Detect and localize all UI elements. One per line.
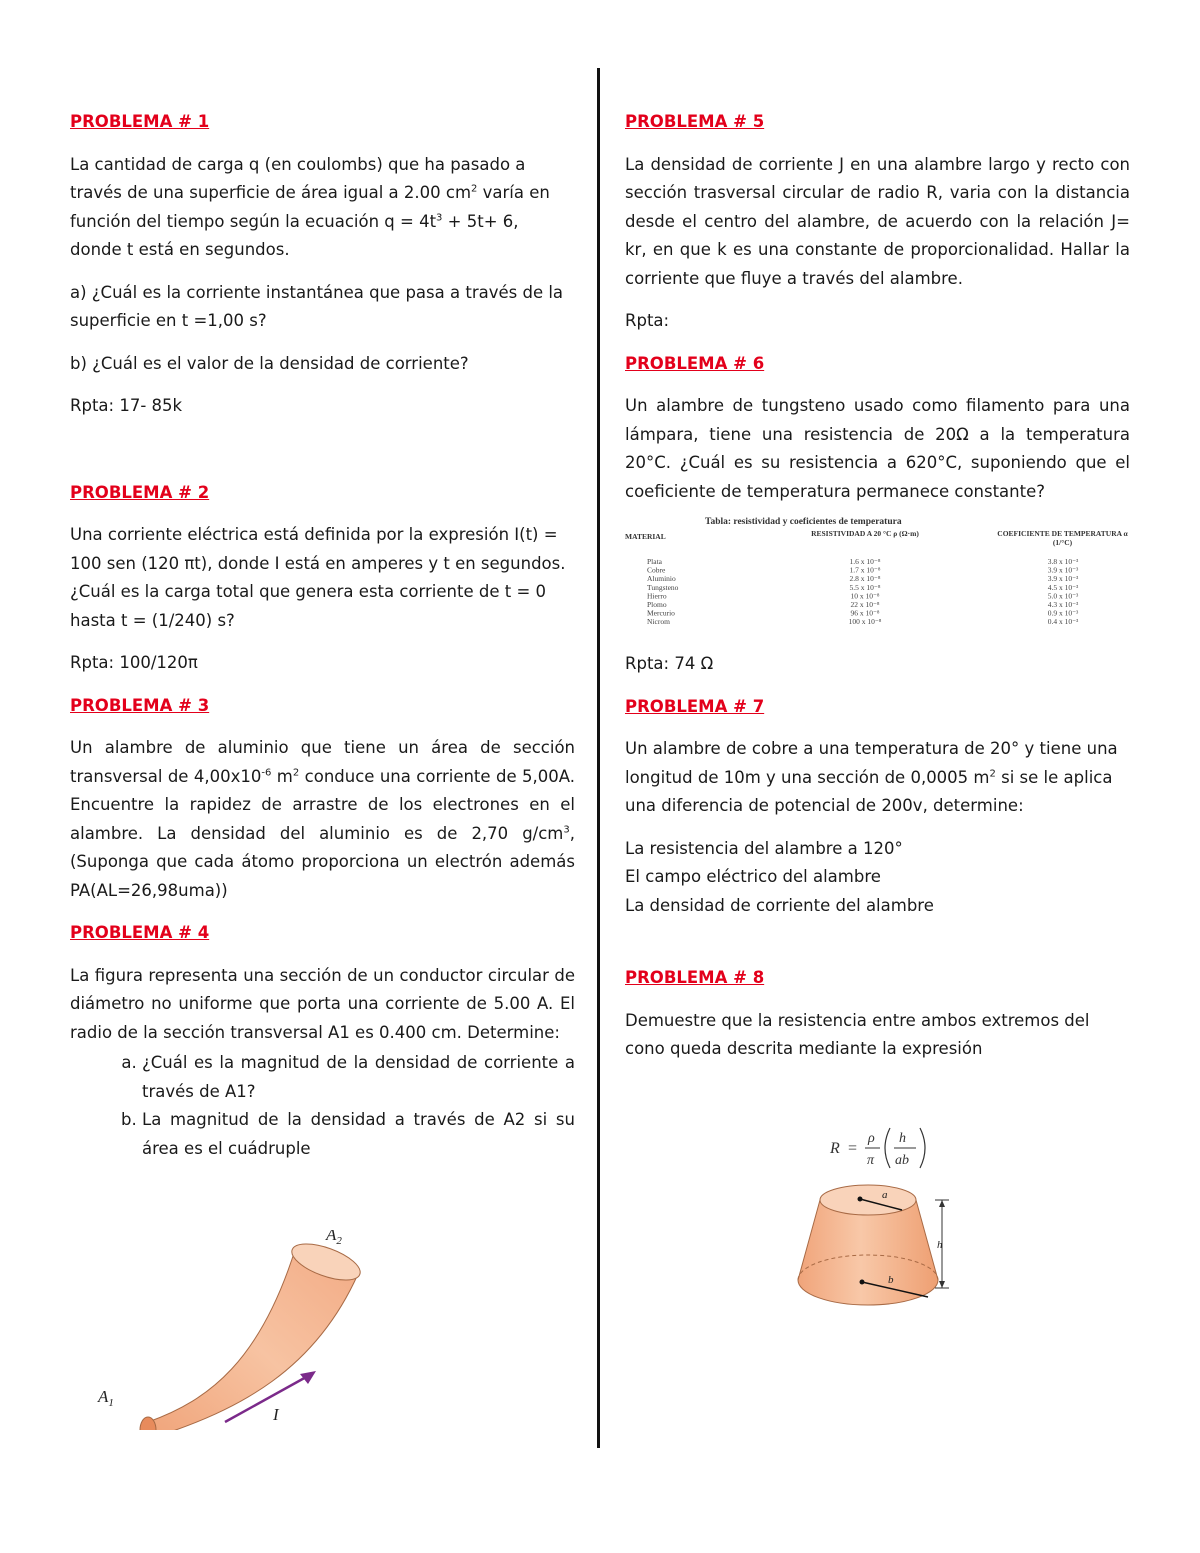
problem-7-sup: 2	[989, 768, 996, 779]
table-cell: 1.6 x 10⁻⁸	[849, 557, 881, 566]
table-cell: Cobre	[647, 565, 666, 575]
label-h: h	[937, 1239, 943, 1251]
table-header-material: MATERIAL	[625, 532, 666, 541]
problem-3-text-a: Un alambre de aluminio que tiene un área de sección transversal de 4,00x10	[70, 738, 575, 786]
table-cell: Plomo	[647, 600, 667, 609]
problem-4-list	[70, 1049, 575, 1163]
problem-5-answer: Rpta:	[625, 311, 670, 330]
problem-7-line-1: La resistencia del alambre a 120°	[625, 838, 903, 858]
label-b: b	[888, 1274, 894, 1286]
formula-h: h	[899, 1131, 906, 1146]
table-cell: 0.9 x 10⁻³	[1047, 608, 1079, 618]
problem-1-text-b: varía en función del tiempo según la ecuación q = 4t	[70, 183, 550, 231]
problem-4-item-b: b. La magnitud de la densidad a través de A2 si su área es el cuádruple	[142, 1106, 575, 1163]
table-cell: 4.3 x 10⁻³	[1047, 600, 1079, 609]
table-rows	[647, 557, 1079, 626]
table-header-resistivity: RESISTIVIDAD A 20 °C ρ (Ω·m)	[811, 529, 919, 538]
table-cell: 3.8 x 10⁻³	[1047, 557, 1079, 566]
problem-3-text	[70, 734, 575, 905]
problem-8-text: Demuestre que la resistencia entre ambos extremos del cono queda descrita mediante la expresión	[625, 1010, 1090, 1058]
table-cell: 3.9 x 10⁻³	[1047, 565, 1079, 575]
formula-pi: π	[867, 1153, 875, 1168]
problem-4-title: PROBLEMA # 4	[70, 923, 210, 942]
problem-7-text	[625, 735, 1130, 821]
label-a: a	[882, 1189, 888, 1201]
label-a1: $A_1$	[98, 1387, 114, 1409]
a1-end	[140, 1417, 156, 1430]
formula-rho: ρ	[868, 1131, 875, 1146]
resistance-formula	[828, 1124, 938, 1174]
problem-1-text-c: + 5t+ 6, donde t está en segundos.	[70, 211, 519, 259]
table-cell: Mercurio	[647, 608, 675, 618]
table-cell: 2.8 x 10⁻⁸	[849, 574, 881, 584]
problem-7-list	[625, 835, 1130, 921]
formula-ab: ab	[895, 1153, 909, 1168]
problem-2-answer: Rpta: 100/120π	[70, 653, 198, 672]
formula-r: R	[830, 1140, 840, 1157]
label-i: I	[273, 1405, 279, 1424]
table-caption: Tabla: resistividad y coeficientes de temperatura	[705, 517, 902, 527]
problem-5-title: PROBLEMA # 5	[625, 112, 765, 131]
resistivity-table-svg	[625, 512, 1130, 632]
table-cell: 4.5 x 10⁻³	[1047, 582, 1079, 592]
resistivity-table	[625, 512, 1130, 632]
table-cell: 22 x 10⁻⁸	[850, 600, 880, 609]
table-cell: 100 x 10⁻⁸	[848, 617, 882, 627]
curved-conductor-figure	[90, 1230, 390, 1430]
problem-7-line-3: La densidad de corriente del alambre	[625, 895, 934, 915]
problem-1-text	[70, 151, 575, 265]
problem-2-text: Una corriente eléctrica está definida por la expresión I(t) = 100 sen (120 πt), donde I está en amperes y t en segundos. ¿Cuál es la carga total que genera esta corriente de t = 0 hasta t = (1/240) s?	[70, 525, 566, 630]
problem-1-answer: Rpta: 17- 85k	[70, 396, 183, 415]
problem-1-question-b: b) ¿Cuál es el valor de la densidad de corriente?	[70, 353, 469, 373]
table-cell: 3.9 x 10⁻³	[1047, 574, 1079, 584]
column-divider	[597, 68, 600, 1448]
table-cell: Plata	[647, 557, 662, 566]
cone-body	[798, 1200, 938, 1305]
problem-3-text-c: conduce una corriente de 5,00A. Encuentre la rapidez de arrastre de los electrones en el alambre. La densidad del aluminio es de 2,70 g/cm	[70, 766, 575, 843]
table-cell: 5.5 x 10⁻⁸	[849, 582, 881, 592]
table-cell: 0.4 x 10⁻³	[1047, 617, 1079, 627]
formula-paren-left	[885, 1128, 890, 1168]
problem-1-title: PROBLEMA # 1	[70, 112, 210, 131]
problem-1-question-a: a) ¿Cuál es la corriente instantánea que pasa a través de la superficie en t =1,00 s?	[70, 282, 564, 330]
right-column	[625, 108, 1130, 1078]
table-header-coefficient-wrap	[995, 529, 1130, 559]
table-cell: Aluminio	[647, 574, 676, 584]
problem-1-sup: 2	[471, 183, 478, 195]
table-cell: Tungsteno	[647, 582, 679, 592]
problem-3-sup2: 2	[292, 767, 300, 778]
problem-7-text-a: Un alambre de cobre a una temperatura de 20° y tiene una longitud de 10m y una sección de 0,0005 m	[625, 739, 1118, 787]
problem-6-title: PROBLEMA # 6	[625, 353, 765, 373]
formula-eq: =	[848, 1140, 858, 1157]
problem-6-text: Un alambre de tungsteno usado como filamento para una lámpara, tiene una resistencia de 20Ω a la temperatura 20°C. ¿Cuál es su resistencia a 620°C, suponiendo que el coeficiente de temperatura permanece constante?	[625, 396, 1130, 501]
problem-4-item-a: a. ¿Cuál es la magnitud de la densidad de corriente a través de A1?	[142, 1049, 575, 1106]
table-header-resistivity-wrap	[795, 529, 935, 559]
problem-3-sup: -6	[261, 767, 272, 778]
problem-5-text: La densidad de corriente J en una alambre largo y recto con sección trasversal circular de radio R, varia con la distancia desde el centro del alambre, de acuerdo con la relación J= kr, en que k es una constante de proporcionalidad. Hallar la corriente que fluye a través del alambre.	[625, 154, 1130, 288]
current-arrowhead	[300, 1371, 316, 1384]
height-arrow-up	[939, 1200, 945, 1207]
table-cell: 1.7 x 10⁻⁸	[849, 565, 881, 575]
left-column	[70, 108, 575, 1177]
table-cell: Nicrom	[647, 617, 670, 627]
problem-4-text: La figura representa una sección de un conductor circular de diámetro no uniforme que porta una corriente de 5.00 A. El radio de la sección transversal A1 es 0.400 cm. Determine:	[70, 965, 575, 1042]
problem-7-title: PROBLEMA # 7	[625, 696, 765, 716]
table-cell: 10 x 10⁻⁸	[850, 591, 880, 601]
problem-7-text-b: si se le aplica una diferencia de potencial de 200v, determine:	[625, 767, 1113, 815]
table-cell: Hierro	[647, 591, 667, 601]
problem-1-sup2: 3	[436, 212, 443, 223]
label-a2: $A_2$	[326, 1230, 342, 1247]
truncated-cone-figure	[790, 1180, 980, 1320]
problem-6-answer: Rpta: 74 Ω	[625, 654, 714, 673]
table-cell: 96 x 10⁻⁸	[850, 608, 880, 618]
problem-3-title: PROBLEMA # 3	[70, 695, 210, 715]
problem-3-sup3: 3	[563, 824, 570, 835]
problem-1-text-a: La cantidad de carga q (en coulombs) que ha pasado a través de una superficie de área igual a 2.00 cm	[70, 154, 526, 202]
problem-2-title: PROBLEMA # 2	[70, 482, 210, 502]
table-header-coefficient: COEFICIENTE DE TEMPERATURA α (1/°C)	[997, 529, 1128, 547]
formula-paren-right	[920, 1128, 925, 1168]
problem-3-text-b: m	[271, 766, 293, 786]
height-arrow-down	[939, 1281, 945, 1288]
problem-7-line-2: El campo eléctrico del alambre	[625, 867, 881, 886]
problem-8-title: PROBLEMA # 8	[625, 968, 765, 987]
problem-3-text-d: , (Suponga que cada átomo proporciona un electrón además PA(AL=26,98uma))	[70, 823, 575, 900]
table-cell: 5.0 x 10⁻³	[1047, 591, 1079, 601]
